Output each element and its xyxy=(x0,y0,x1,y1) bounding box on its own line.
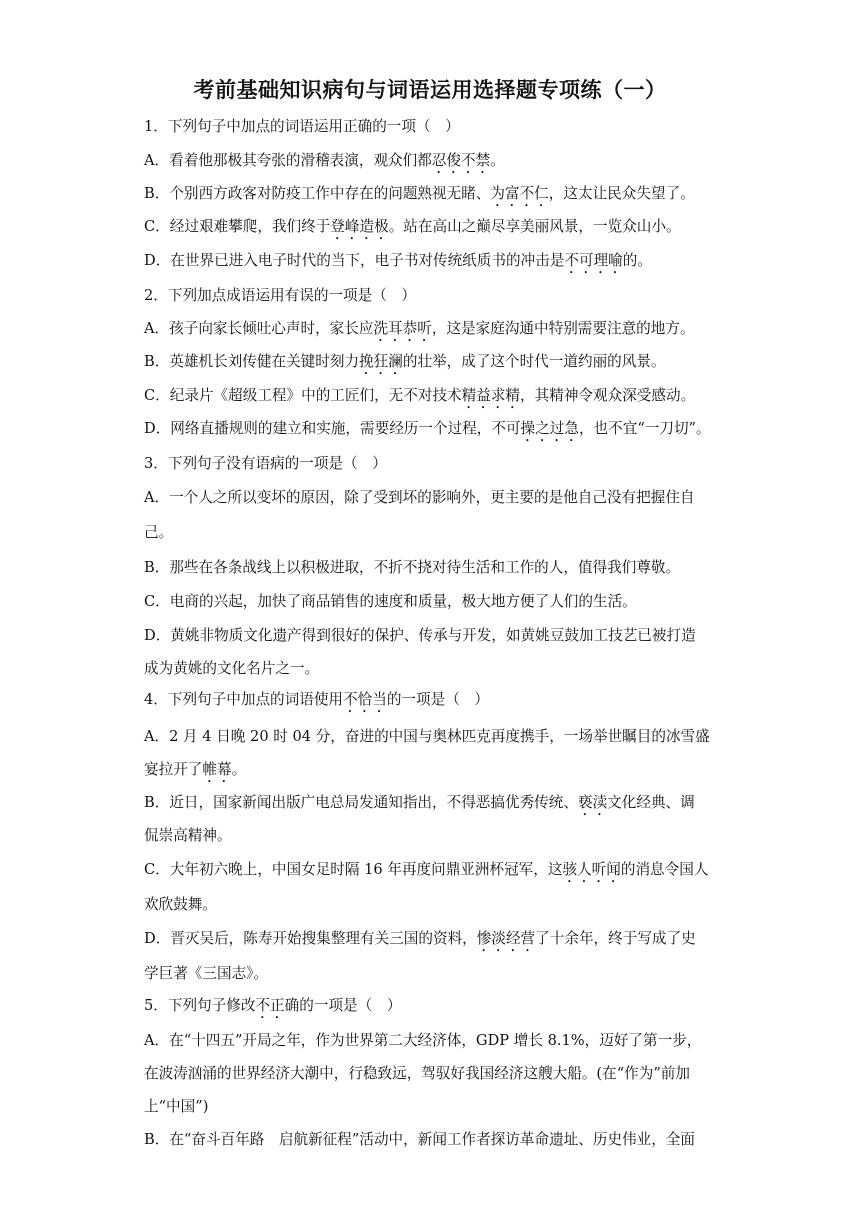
option-text: 。站在高山之巅尽享美丽风景，一览众山小。 xyxy=(388,218,681,235)
question-1-option-b xyxy=(144,184,724,210)
question-3-option-b: B．那些在各条战线上以积极进取，不折不挠对待生活和工作的人，值得我们尊敬。 xyxy=(144,559,681,576)
emphasized-word: 惨淡经营 xyxy=(476,930,536,947)
question-4-option-a: A．2 月 4 日晚 20 时 04 分，奋进的中国与奥林匹克再度携手，一场举世瞩目的冰雪盛 xyxy=(144,728,710,745)
option-text: C．经过艰难攀爬，我们终于 xyxy=(144,218,331,235)
question-1-option-d xyxy=(144,251,724,277)
question-2-option-a xyxy=(144,319,724,345)
option-text: 的壮举，成了这个时代一道约丽的风景。 xyxy=(402,353,666,370)
option-text: 的。 xyxy=(622,252,652,269)
question-4-option-d xyxy=(144,929,724,955)
question-1-option-a xyxy=(144,151,724,177)
question-2-option-b xyxy=(144,352,724,378)
stem-text: 4．下列句子中加点的词语使用 xyxy=(144,691,344,708)
question-5-option-a: A．在“十四五”开局之年，作为世界第二大经济体，GDP 增长 8.1%，迈好了第一步， xyxy=(144,1032,702,1049)
option-text: C．纪录片《超级工程》中的工匠们，无不对技术 xyxy=(144,387,462,404)
option-text: ，其精神令观众深受感动。 xyxy=(520,387,696,404)
option-text: A．孩子向家长倾吐心声时，家长应 xyxy=(144,320,374,337)
question-4-option-b-cont: 侃崇高精神。 xyxy=(144,827,232,844)
question-1-stem: 1．下列句子中加点的词语运用正确的一项（ ） xyxy=(144,118,460,135)
option-text: ，这是家庭沟通中特别需要注意的地方。 xyxy=(431,320,695,337)
question-4-option-a-cont xyxy=(144,760,724,786)
question-3-option-d-cont: 成为黄姚的文化名片之一。 xyxy=(144,660,320,677)
option-text: 。 xyxy=(490,152,505,169)
question-3-option-a: A．一个人之所以变坏的原因，除了受到坏的影响外，更主要的是他自己没有把握住自 xyxy=(144,489,695,506)
emphasized-word: 精益求精 xyxy=(461,387,521,404)
option-text: D．晋灭吴后，陈寿开始搜集整理有关三国的资料， xyxy=(144,930,477,947)
stem-text: 确的一项是（ ） xyxy=(284,997,402,1014)
emphasized-word: 亵渎 xyxy=(577,794,608,811)
option-text: ，这太让民众失望了。 xyxy=(548,185,695,202)
option-text: 。 xyxy=(231,761,247,778)
emphasized-word: 忍俊不禁 xyxy=(431,152,491,169)
option-text: 宴拉开了 xyxy=(144,761,203,778)
emphasized-word: 登峰造极 xyxy=(330,218,389,235)
question-3-stem: 3．下列句子没有语病的一项是（ ） xyxy=(144,455,387,472)
option-text: B．个别西方政客对防疫工作中存在的问题熟视无睹、 xyxy=(144,185,491,202)
question-3-option-c: C．电商的兴起，加快了商品销售的速度和质量，极大地方便了人们的生活。 xyxy=(144,593,637,610)
option-text: B．近日，国家新闻出版广电总局发通知指出，不得恶搞优秀传统、 xyxy=(144,794,578,811)
question-5-option-a-cont: 在波涛汹涌的世界经济大潮中，行稳致远，驾驭好我国经济这艘大船。(在“作为”前加 xyxy=(144,1065,690,1082)
question-2-option-c xyxy=(144,386,724,412)
question-4-stem xyxy=(144,690,724,716)
emphasized-word: 操之过急 xyxy=(520,420,579,437)
emphasized-word: 不恰当 xyxy=(343,691,387,708)
emphasized-word: 骇人听闻 xyxy=(562,861,621,878)
option-text: C．大年初六晚上，中国女足时隔 16 年再度问鼎亚洲杯冠军，这 xyxy=(144,861,563,878)
question-4-option-c xyxy=(144,860,724,886)
emphasized-word: 帷幕 xyxy=(202,761,232,778)
question-4-option-d-cont: 学巨著《三国志》。 xyxy=(144,965,269,982)
question-5-option-a-cont: 上“中国”) xyxy=(144,1098,209,1115)
option-text: A．看着他那极其夸张的滑稽表演，观众们都 xyxy=(144,152,432,169)
emphasized-word: 为富不仁 xyxy=(490,185,549,202)
question-4-option-b xyxy=(144,793,724,819)
emphasized-word: 不可理喻 xyxy=(564,252,623,269)
emphasized-word: 不正 xyxy=(255,997,285,1014)
option-text: 了十余年，终于写成了史 xyxy=(535,930,696,947)
option-text: B．英雄机长刘传健在关键时刻力 xyxy=(144,353,360,370)
stem-text: 5．下列句子修改 xyxy=(144,997,256,1014)
option-text: ，也不宜“一刀切”。 xyxy=(578,420,711,437)
option-text: D．网络直播规则的建立和实施，需要经历一个过程，不可 xyxy=(144,420,521,437)
question-2-stem: 2．下列加点成语运用有误的一项是（ ） xyxy=(144,287,416,304)
question-3-option-d: D．黄姚非物质文化遗产得到很好的保护、传承与开发，如黄姚豆鼓加工技艺已被打造 xyxy=(144,627,696,644)
question-5-stem xyxy=(144,996,724,1022)
question-1-option-c xyxy=(144,217,724,243)
stem-text: 的一项是（ ） xyxy=(386,691,489,708)
option-text: 的消息令国人 xyxy=(620,861,709,878)
question-2-option-d xyxy=(144,419,724,445)
option-text: 文化经典、调 xyxy=(607,794,695,811)
emphasized-word: 洗耳恭听 xyxy=(373,320,432,337)
option-text: D．在世界已进入电子时代的当下，电子书对传统纸质书的冲击是 xyxy=(144,252,565,269)
page-title: 考前基础知识病句与词语运用选择题专项练（一） xyxy=(193,78,667,102)
question-5-option-b: B．在“奋斗百年路 启航新征程”活动中，新闻工作者探访革命遗址、历史伟业，全面 xyxy=(144,1131,696,1148)
emphasized-word: 挽狂澜 xyxy=(359,353,403,370)
question-3-option-a-cont: 己。 xyxy=(144,524,174,541)
question-4-option-c-cont: 欢欣鼓舞。 xyxy=(144,896,217,913)
